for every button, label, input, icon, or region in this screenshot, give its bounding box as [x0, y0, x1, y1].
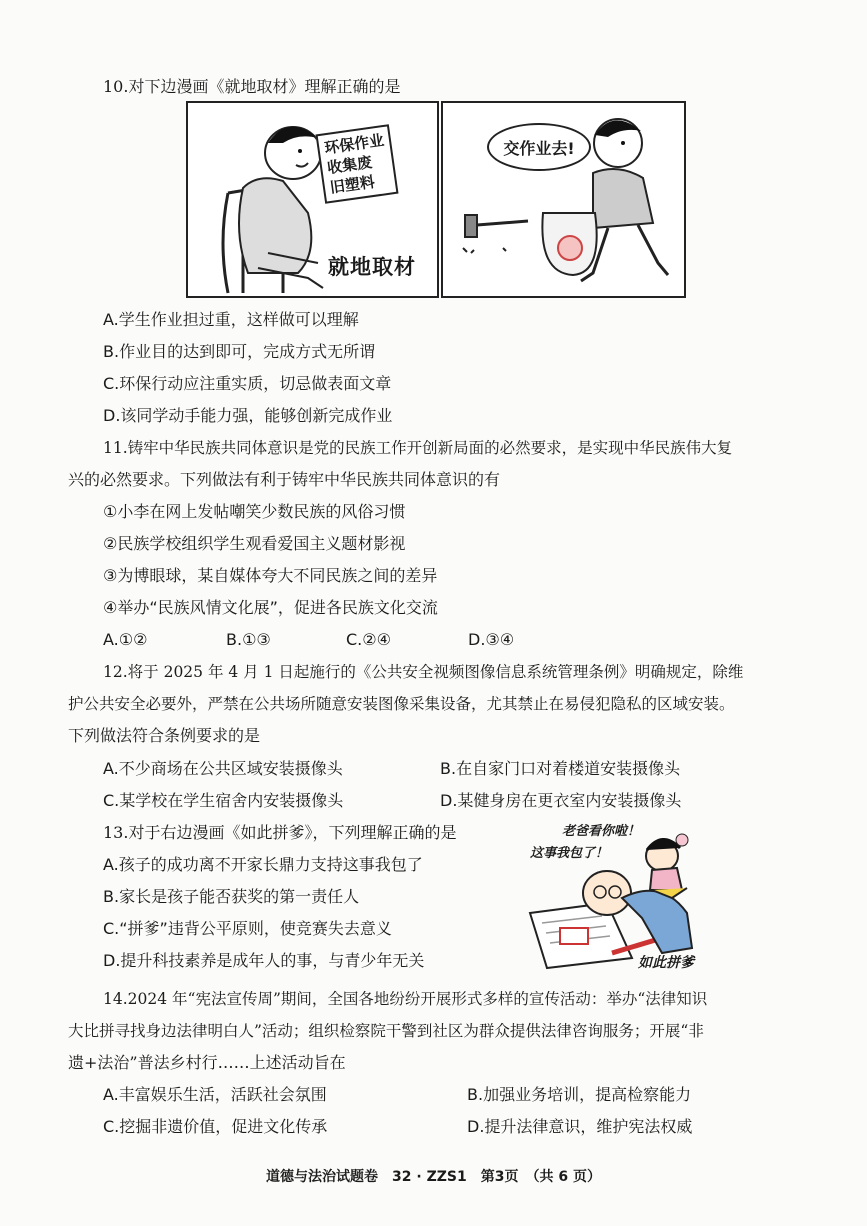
q10-option-c[interactable]: C.环保行动应注重实质，切忌做表面文章: [103, 374, 392, 393]
comic-speech-bubble: 交作业去!: [487, 123, 591, 171]
q11-item-1: ①小李在网上发帖嘲笑少数民族的风俗习惯: [103, 502, 406, 521]
q14-option-a[interactable]: A.丰富娱乐生活，活跃社会氛围: [103, 1085, 327, 1104]
sign-line-2: 收集废: [326, 152, 374, 178]
q11-stem-line-1: 11.铸牢中华民族共同体意识是党的民族工作开创新局面的必然要求，是实现中华民族伟大复: [103, 439, 733, 457]
q10-option-d[interactable]: D.该同学动手能力强，能够创新完成作业: [103, 406, 393, 425]
q14-option-b[interactable]: B.加强业务培训，提高检察能力: [467, 1085, 692, 1104]
q12-option-c[interactable]: C.某学校在学生宿舍内安装摄像头: [103, 791, 344, 810]
q14-option-d[interactable]: D.提升法律意识，维护宪法权威: [467, 1117, 693, 1136]
q14-stem-line-2: 大比拼寻找身边法律明白人”活动；组织检察院干警到社区为群众提供法律咨询服务；开展“非: [68, 1022, 704, 1040]
q13-option-a[interactable]: A.孩子的成功离不开家长鼎力支持这事我包了: [103, 855, 423, 874]
q13-option-b[interactable]: B.家长是孩子能否获奖的第一责任人: [103, 887, 360, 906]
comic-sign: [315, 124, 398, 204]
sign-line-3: 旧塑料: [328, 172, 376, 197]
q11-option-a[interactable]: A.①②: [103, 630, 148, 649]
q13-stem: 13.对于右边漫画《如此拼爹》，下列理解正确的是: [103, 823, 457, 842]
q11-item-4: ④举办“民族风情文化展”，促进各民族文化交流: [103, 598, 438, 617]
q10-option-b[interactable]: B.作业目的达到即可，完成方式无所谓: [103, 342, 376, 361]
page-footer: 道德与法治试题卷 32 · ZZS1 第3页 （共 6 页）: [266, 1169, 601, 1185]
q12-option-b[interactable]: B.在自家门口对着楼道安装摄像头: [440, 759, 681, 778]
q12-stem-line-3: 下列做法符合条例要求的是: [68, 726, 261, 745]
q12-option-d[interactable]: D.某健身房在更衣室内安装摄像头: [440, 791, 682, 810]
comic-speech-2: 这事我包了！: [530, 846, 609, 861]
q13-option-c[interactable]: C.“拼爹”违背公平原则，使竞赛失去意义: [103, 919, 392, 938]
q14-stem-line-1: 14.2024 年“宪法宣传周”期间，全国各地纷纷开展形式多样的宣传活动：举办“法律知识: [103, 990, 708, 1008]
q11-item-3: ③为博眼球，某自媒体夸大不同民族之间的差异: [103, 566, 438, 585]
comic-caption-2: 如此拼爹: [638, 955, 694, 971]
q12-option-a[interactable]: A.不少商场在公共区域安装摄像头: [103, 759, 343, 778]
comic-speech-1: 老爸看你啦！: [562, 824, 641, 839]
q14-stem-line-3: 遗+法治”普法乡村行……上述活动旨在: [68, 1053, 346, 1072]
q13-comic: [522, 818, 717, 973]
q11-stem-line-2: 兴的必然要求。下列做法有利于铸牢中华民族共同体意识的有: [68, 470, 501, 489]
q11-option-d[interactable]: D.③④: [468, 630, 515, 649]
q11-option-c[interactable]: C.②④: [346, 630, 391, 649]
comic-panel-left: [186, 101, 439, 298]
q11-item-2: ②民族学校组织学生观看爱国主义题材影视: [103, 534, 406, 553]
q12-stem-line-2: 护公共安全必要外，严禁在公共场所随意安装图像采集设备，尤其禁止在易侵犯隐私的区域安装。: [68, 695, 735, 713]
q10-option-a[interactable]: A.学生作业担过重，这样做可以理解: [103, 310, 359, 329]
comic-panel-right: [441, 101, 686, 298]
q10-stem: 10.对下边漫画《就地取材》理解正确的是: [103, 77, 401, 96]
sign-line-1: 环保作业: [323, 131, 386, 158]
q11-option-b[interactable]: B.①③: [226, 630, 271, 649]
q14-option-c[interactable]: C.挖掘非遗价值，促进文化传承: [103, 1117, 328, 1136]
q13-option-d[interactable]: D.提升科技素养是成年人的事，与青少年无关: [103, 951, 425, 970]
comic-caption: 就地取材: [328, 255, 416, 279]
q12-stem-line-1: 12.将于 2025 年 4 月 1 日起施行的《公共安全视频图像信息系统管理条例》明确规定，除维: [103, 663, 744, 681]
